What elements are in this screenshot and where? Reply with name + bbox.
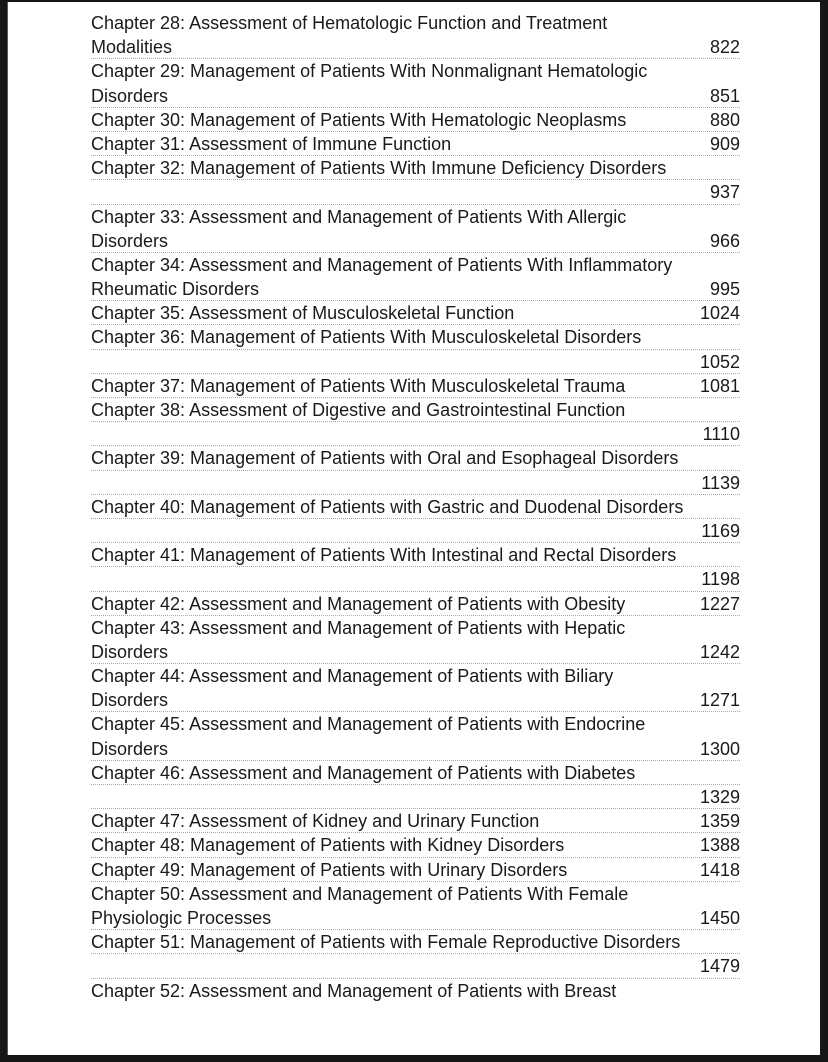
- toc-entry-title[interactable]: Chapter 28: Assessment of Hematologic Function and Treatment: [91, 13, 608, 33]
- toc-row: [91, 59, 740, 83]
- toc-row: [91, 664, 740, 688]
- toc-row: [91, 132, 740, 156]
- toc-row: [91, 809, 740, 833]
- toc-page-number: 1169: [701, 520, 740, 541]
- toc-entry-title[interactable]: Modalities: [91, 37, 173, 58]
- toc-row: [91, 833, 740, 857]
- toc-row: [91, 640, 740, 664]
- toc-page-number: 851: [709, 85, 740, 106]
- toc-entry-title[interactable]: Chapter 52: Assessment and Management of Patients with Breast: [91, 980, 617, 1001]
- document-page: [7, 2, 820, 1055]
- toc-row: [91, 108, 740, 132]
- toc-row: [91, 180, 740, 204]
- toc-row: [91, 930, 740, 954]
- toc-entry-title[interactable]: Chapter 40: Management of Patients with Gastric and Duodenal Disorders: [91, 496, 684, 517]
- toc-entry-title[interactable]: Disorders: [91, 230, 169, 251]
- table-of-contents: [8, 2, 820, 1003]
- toc-page-number: 1359: [699, 811, 740, 832]
- toc-entry-title[interactable]: Disorders: [91, 738, 169, 759]
- toc-row: [91, 84, 740, 108]
- toc-entry-title[interactable]: Physiologic Processes: [91, 907, 272, 928]
- toc-entry-title[interactable]: Chapter 44: Assessment and Management of Patients with Biliary: [91, 666, 614, 687]
- toc-entry-title[interactable]: Chapter 46: Assessment and Management of Patients with Diabetes: [91, 762, 636, 783]
- toc-entry-title[interactable]: Chapter 36: Management of Patients With Musculoskeletal Disorders: [91, 327, 642, 348]
- toc-page-number: 1139: [701, 472, 740, 493]
- toc-row: [91, 398, 740, 422]
- toc-entry-title[interactable]: Chapter 30: Management of Patients With Hematologic Neoplasms: [91, 109, 627, 130]
- toc-entry-title[interactable]: Chapter 35: Assessment of Musculoskeletal Function: [91, 303, 515, 324]
- toc-row: [91, 350, 740, 374]
- toc-page-number: 1418: [699, 859, 740, 880]
- toc-page-number: 1450: [699, 907, 740, 928]
- toc-row: [91, 737, 740, 761]
- toc-row: [91, 761, 740, 785]
- toc-row: [91, 446, 740, 470]
- toc-entry-title[interactable]: Chapter 39: Management of Patients with Oral and Esophageal Disorders: [91, 448, 679, 469]
- toc-row: [91, 471, 740, 495]
- toc-row: [91, 205, 740, 229]
- toc-page-number: 937: [709, 182, 740, 203]
- toc-page-number: 1024: [699, 303, 740, 324]
- toc-entry-title[interactable]: Chapter 38: Assessment of Digestive and Gastrointestinal Function: [91, 400, 626, 420]
- toc-entry-title[interactable]: Chapter 41: Management of Patients With Intestinal and Rectal Disorders: [91, 545, 677, 566]
- toc-page-number: 909: [709, 133, 740, 154]
- toc-page-number: 966: [709, 230, 740, 251]
- toc-page-number: 1052: [699, 351, 740, 372]
- toc-page-number: 1329: [699, 787, 740, 807]
- toc-entry-title[interactable]: Disorders: [91, 690, 169, 711]
- toc-row: [91, 954, 740, 978]
- toc-entry-title[interactable]: Chapter 32: Management of Patients With Immune Deficiency Disorders: [91, 158, 667, 179]
- toc-page-number: 1479: [699, 956, 740, 977]
- toc-row: [91, 592, 740, 616]
- toc-entry-title[interactable]: Chapter 49: Management of Patients with Urinary Disorders: [91, 859, 568, 880]
- toc-row: [91, 858, 740, 882]
- toc-entry-title[interactable]: Chapter 47: Assessment of Kidney and Urinary Function: [91, 811, 540, 832]
- toc-page-number: 1388: [699, 835, 740, 856]
- toc-page-number: 822: [709, 37, 740, 58]
- toc-row: [91, 422, 740, 446]
- toc-row: [91, 785, 740, 809]
- toc-row: [91, 325, 740, 349]
- toc-entry-title[interactable]: Disorders: [91, 641, 169, 662]
- toc-page-number: 1227: [699, 593, 740, 614]
- toc-page-number: 1271: [699, 690, 740, 711]
- toc-row: [91, 253, 740, 277]
- toc-row: [91, 616, 740, 640]
- toc-row: [91, 979, 740, 1003]
- toc-entry-title[interactable]: Rheumatic Disorders: [91, 279, 260, 300]
- toc-entry-title[interactable]: Chapter 48: Management of Patients with Kidney Disorders: [91, 835, 565, 856]
- toc-row: [91, 567, 740, 591]
- toc-entry-title[interactable]: Chapter 34: Assessment and Management of Patients With Inflammatory: [91, 254, 673, 275]
- toc-row: [91, 712, 740, 736]
- toc-entry-title[interactable]: Chapter 43: Assessment and Management of Patients with Hepatic: [91, 617, 626, 638]
- toc-entry-title[interactable]: Disorders: [91, 85, 169, 106]
- toc-row: [91, 35, 740, 59]
- toc-page-number: 995: [709, 279, 740, 300]
- toc-page-number: 1242: [699, 641, 740, 662]
- toc-page-number: 1300: [699, 738, 740, 759]
- toc-entry-title[interactable]: Chapter 42: Assessment and Management of Patients with Obesity: [91, 593, 626, 614]
- toc-row: [91, 495, 740, 519]
- toc-page-number: 1110: [702, 424, 740, 445]
- toc-entry-title[interactable]: Chapter 29: Management of Patients With Nonmalignant Hematologic: [91, 61, 648, 82]
- toc-page-number: 880: [709, 109, 740, 130]
- toc-page-number: 1081: [699, 375, 740, 396]
- toc-row: [91, 229, 740, 253]
- toc-row: [91, 906, 740, 930]
- toc-row: [91, 374, 740, 398]
- toc-row: [91, 156, 740, 180]
- toc-row: [91, 519, 740, 543]
- toc-entry-title[interactable]: Chapter 45: Assessment and Management of Patients with Endocrine: [91, 714, 646, 735]
- toc-page-number: 1198: [701, 569, 740, 590]
- toc-entry-title[interactable]: Chapter 33: Assessment and Management of Patients With Allergic: [91, 206, 627, 227]
- toc-entry-title[interactable]: Chapter 50: Assessment and Management of Patients With Female: [91, 883, 629, 904]
- toc-entry-title[interactable]: Chapter 51: Management of Patients with Female Reproductive Disorders: [91, 932, 681, 953]
- toc-row: [91, 543, 740, 567]
- toc-row: [91, 688, 740, 712]
- toc-row: [91, 301, 740, 325]
- toc-entry-title[interactable]: Chapter 31: Assessment of Immune Function: [91, 133, 452, 154]
- toc-row: [91, 11, 740, 35]
- toc-row: [91, 882, 740, 906]
- toc-row: [91, 277, 740, 301]
- toc-entry-title[interactable]: Chapter 37: Management of Patients With Musculoskeletal Trauma: [91, 375, 626, 396]
